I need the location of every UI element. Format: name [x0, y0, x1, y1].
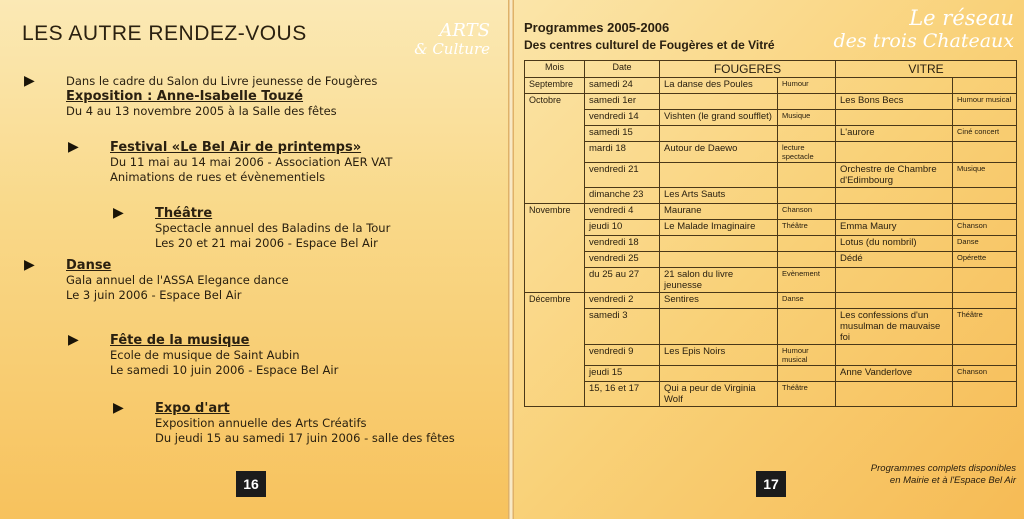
brand-line-2: des trois Chateaux: [833, 30, 1014, 52]
cell-vitre-event: Emma Maury: [836, 220, 953, 236]
event-fete-musique: [68, 332, 339, 378]
cell-fougeres-event: 21 salon du livre jeunesse: [660, 268, 778, 293]
cell-fougeres-event: [660, 163, 778, 188]
table-row: [525, 142, 1017, 163]
cell-fougeres-category: Théâtre: [778, 220, 836, 236]
cell-date: samedi 3: [585, 309, 660, 345]
cell-vitre-event: [836, 345, 953, 366]
cell-fougeres-event: Le Malade Imaginaire: [660, 220, 778, 236]
left-page: [0, 0, 508, 519]
table-row: [525, 293, 1017, 309]
cell-date: du 25 au 27: [585, 268, 660, 293]
cell-vitre-event: Orchestre de Chambre d'Edimbourg: [836, 163, 953, 188]
event-line: Du 11 mai au 14 mai 2006 - Association AER VAT: [110, 155, 393, 169]
programme-title: Programmes 2005-2006: [524, 20, 670, 35]
footnote-line-1: Programmes complets disponibles: [870, 463, 1016, 474]
table-row: [525, 110, 1017, 126]
cell-vitre-category: Musique: [953, 163, 1017, 188]
page-number: 17: [756, 471, 786, 497]
header-fougeres: FOUGERES: [660, 61, 836, 78]
cell-vitre-event: Dédé: [836, 252, 953, 268]
cell-fougeres-event: Les Epis Noirs: [660, 345, 778, 366]
cell-vitre-category: Théâtre: [953, 309, 1017, 345]
cell-date: jeudi 15: [585, 366, 660, 382]
table-header-row: [525, 61, 1017, 78]
cell-fougeres-event: Vishten (le grand soufflet): [660, 110, 778, 126]
cell-vitre-event: L'aurore: [836, 126, 953, 142]
event-line: Ecole de musique de Saint Aubin: [110, 348, 300, 362]
cell-vitre-event: [836, 110, 953, 126]
event-title: Festival «Le Bel Air de printemps»: [110, 140, 362, 155]
cell-date: dimanche 23: [585, 188, 660, 204]
cell-fougeres-category: Humour: [778, 78, 836, 94]
event-line: Exposition annuelle des Arts Créatifs: [155, 416, 367, 430]
event-theatre: [113, 205, 391, 251]
cell-vitre-category: [953, 382, 1017, 407]
header-vitre: VITRE: [836, 61, 1017, 78]
cell-fougeres-category: Humour musical: [778, 345, 836, 366]
event-line: Les 20 et 21 mai 2006 - Espace Bel Air: [155, 236, 378, 250]
table-row: [525, 163, 1017, 188]
cell-fougeres-category: [778, 188, 836, 204]
cell-month: Décembre: [525, 293, 585, 407]
cell-vitre-event: Lotus (du nombril): [836, 236, 953, 252]
event-festival: [68, 139, 393, 185]
event-danse: [24, 257, 289, 303]
cell-date: vendredi 18: [585, 236, 660, 252]
table-row: [525, 382, 1017, 407]
cell-fougeres-category: [778, 252, 836, 268]
cell-date: vendredi 4: [585, 204, 660, 220]
table-row: [525, 345, 1017, 366]
cell-fougeres-category: Théâtre: [778, 382, 836, 407]
event-line: Le samedi 10 juin 2006 - Espace Bel Air: [110, 363, 339, 377]
cell-vitre-category: [953, 78, 1017, 94]
cell-vitre-category: Chanson: [953, 220, 1017, 236]
event-line: Du 4 au 13 novembre 2005 à la Salle des fêtes: [66, 104, 337, 118]
cell-fougeres-event: [660, 236, 778, 252]
cell-vitre-category: [953, 142, 1017, 163]
table-row: [525, 188, 1017, 204]
cell-fougeres-category: [778, 366, 836, 382]
cell-date: samedi 1er: [585, 94, 660, 110]
table-row: [525, 220, 1017, 236]
cell-vitre-event: Les Bons Becs: [836, 94, 953, 110]
cell-fougeres-event: [660, 126, 778, 142]
event-title: Danse: [66, 258, 112, 273]
triangle-bullet-icon: ▶: [24, 257, 35, 273]
table-row: [525, 126, 1017, 142]
cell-date: samedi 15: [585, 126, 660, 142]
event-title: Exposition : Anne-Isabelle Touzé: [66, 89, 304, 104]
footnote-line-2: en Mairie et à l'Espace Bel Air: [889, 475, 1016, 486]
footnote: [871, 463, 1016, 487]
cell-date: vendredi 14: [585, 110, 660, 126]
table-row: [525, 268, 1017, 293]
table-row: [525, 252, 1017, 268]
cell-fougeres-event: Les Arts Sauts: [660, 188, 778, 204]
cell-month: Novembre: [525, 204, 585, 293]
brand-line-1: Le réseau: [909, 6, 1014, 30]
event-intro: Dans le cadre du Salon du Livre jeunesse de Fougères: [66, 74, 378, 88]
cell-vitre-event: [836, 204, 953, 220]
cell-vitre-category: Chanson: [953, 366, 1017, 382]
cell-fougeres-category: Chanson: [778, 204, 836, 220]
event-title: Expo d'art: [155, 401, 230, 416]
cell-month: Septembre: [525, 78, 585, 94]
reseau-logo: [834, 6, 1014, 52]
cell-vitre-category: [953, 345, 1017, 366]
arts-culture-logo: [414, 22, 490, 58]
cell-fougeres-category: [778, 94, 836, 110]
right-page: [514, 0, 1024, 519]
cell-fougeres-event: Maurane: [660, 204, 778, 220]
cell-fougeres-category: Musique: [778, 110, 836, 126]
cell-fougeres-event: [660, 309, 778, 345]
triangle-bullet-icon: ▶: [68, 332, 79, 348]
cell-vitre-category: [953, 110, 1017, 126]
cell-vitre-event: [836, 293, 953, 309]
event-line: Spectacle annuel des Baladins de la Tour: [155, 221, 391, 235]
event-exposition: [24, 73, 378, 119]
table-row: [525, 366, 1017, 382]
page-number: 16: [236, 471, 266, 497]
triangle-bullet-icon: ▶: [113, 205, 124, 221]
header-mois: Mois: [525, 61, 585, 78]
cell-date: vendredi 9: [585, 345, 660, 366]
cell-vitre-category: Humour musical: [953, 94, 1017, 110]
cell-vitre-event: [836, 382, 953, 407]
cell-vitre-category: [953, 188, 1017, 204]
cell-month: Octobre: [525, 94, 585, 204]
cell-fougeres-event: Autour de Daewo: [660, 142, 778, 163]
cell-fougeres-category: [778, 309, 836, 345]
cell-vitre-event: [836, 142, 953, 163]
cell-vitre-category: Opérette: [953, 252, 1017, 268]
cell-fougeres-category: lecture spectacle: [778, 142, 836, 163]
triangle-bullet-icon: ▶: [113, 400, 124, 416]
triangle-bullet-icon: ▶: [68, 139, 79, 155]
cell-fougeres-category: [778, 163, 836, 188]
table-row: [525, 236, 1017, 252]
cell-fougeres-category: [778, 126, 836, 142]
table-row: [525, 204, 1017, 220]
cell-date: vendredi 25: [585, 252, 660, 268]
cell-vitre-category: Ciné concert: [953, 126, 1017, 142]
cell-fougeres-event: Sentires: [660, 293, 778, 309]
cell-vitre-category: Danse: [953, 236, 1017, 252]
cell-date: mardi 18: [585, 142, 660, 163]
cell-fougeres-event: [660, 366, 778, 382]
event-line: Du jeudi 15 au samedi 17 juin 2006 - salle des fêtes: [155, 431, 455, 445]
programme-subtitle: Des centres culturel de Fougères et de Vitré: [524, 38, 775, 52]
cell-vitre-event: [836, 268, 953, 293]
programme-heading: [524, 20, 775, 52]
cell-date: 15, 16 et 17: [585, 382, 660, 407]
event-title: Fête de la musique: [110, 333, 250, 348]
page-title: LES AUTRE RENDEZ-VOUS: [22, 22, 307, 45]
cell-fougeres-category: Evènement: [778, 268, 836, 293]
cell-fougeres-event: La danse des Poules: [660, 78, 778, 94]
cell-date: samedi 24: [585, 78, 660, 94]
event-expo-art: [113, 400, 455, 446]
event-title: Théâtre: [155, 206, 213, 221]
cell-vitre-event: [836, 188, 953, 204]
cell-fougeres-category: Danse: [778, 293, 836, 309]
header-date: Date: [585, 61, 660, 78]
cell-vitre-event: Anne Vanderlove: [836, 366, 953, 382]
brand-line-1: ARTS: [439, 20, 490, 41]
cell-date: vendredi 2: [585, 293, 660, 309]
event-line: Animations de rues et évènementiels: [110, 170, 326, 184]
event-line: Le 3 juin 2006 - Espace Bel Air: [66, 288, 242, 302]
table-row: [525, 309, 1017, 345]
cell-vitre-event: [836, 78, 953, 94]
cell-fougeres-event: Qui a peur de Virginia Wolf: [660, 382, 778, 407]
triangle-bullet-icon: ▶: [24, 73, 35, 89]
programme-table: [524, 60, 1017, 407]
cell-vitre-event: Les confessions d'un musulman de mauvaise foi: [836, 309, 953, 345]
cell-fougeres-event: [660, 252, 778, 268]
brand-line-2: & Culture: [414, 40, 490, 58]
cell-vitre-category: [953, 293, 1017, 309]
table-row: [525, 94, 1017, 110]
cell-date: jeudi 10: [585, 220, 660, 236]
cell-date: vendredi 21: [585, 163, 660, 188]
cell-vitre-category: [953, 204, 1017, 220]
cell-fougeres-category: [778, 236, 836, 252]
table-row: [525, 78, 1017, 94]
event-line: Gala annuel de l'ASSA Elegance dance: [66, 273, 289, 287]
cell-fougeres-event: [660, 94, 778, 110]
cell-vitre-category: [953, 268, 1017, 293]
